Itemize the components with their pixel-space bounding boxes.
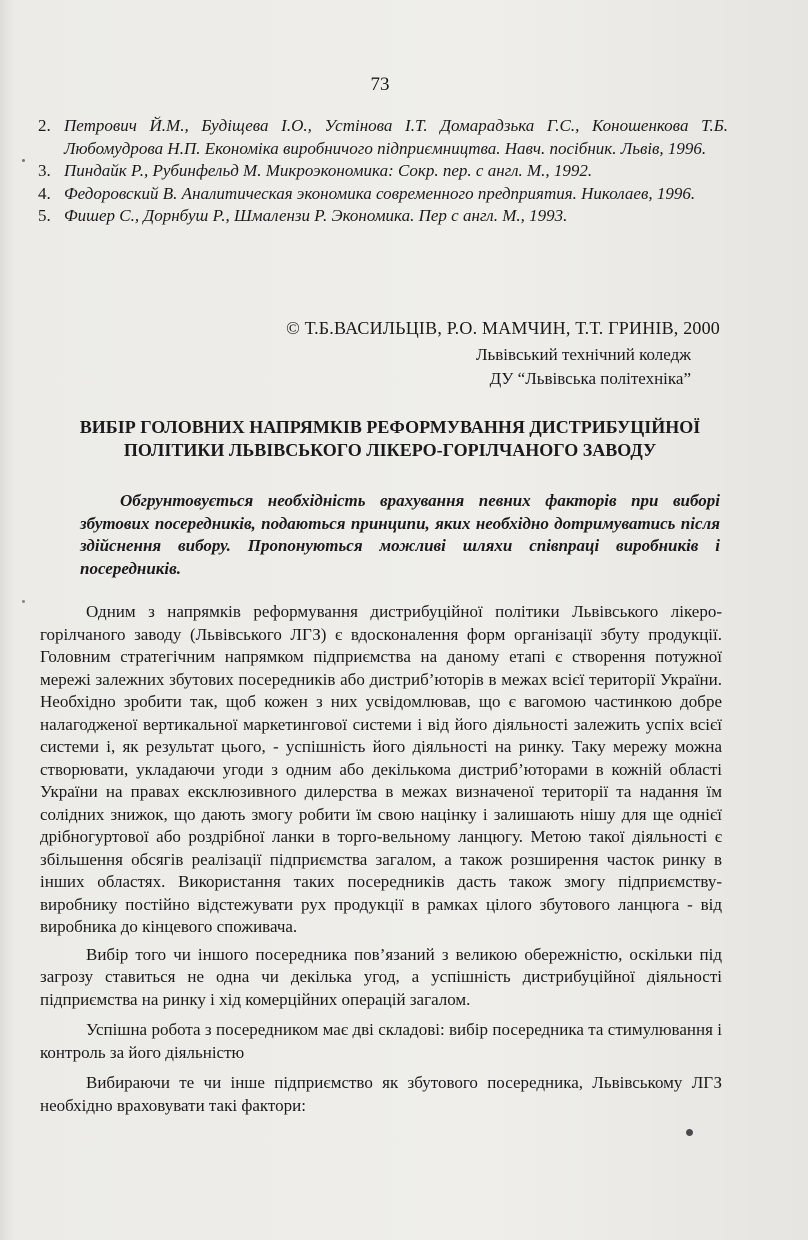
copyright-authors: © Т.Б.ВАСИЛЬЦІВ, Р.О. МАМЧИН, Т.Т. ГРИНІВ, 2000 — [286, 318, 720, 338]
reference-item — [38, 183, 728, 206]
body-paragraph: Вибір того чи іншого посередника пов’язаний з великою обережністю, оскільки під загрозу ставиться не одна чи декілька угод, а успішність дистрибуційної діяльності підприємства на ринку і хід комерційних операцій загалом. — [40, 944, 722, 1009]
page-number: 73 — [370, 74, 390, 95]
article-title-line: ПОЛІТИКИ ЛЬВІВСЬКОГО ЛІКЕРО-ГОРІЛЧАНОГО ЗАВОДУ — [123, 440, 657, 460]
reference-item — [38, 160, 728, 183]
ink-dot — [22, 600, 25, 603]
body-paragraph: Успішна робота з посередником має дві складові: вибір посередника та стимулювання і контроль за його діяльністю — [40, 1020, 722, 1062]
ink-dot — [686, 1129, 693, 1136]
reference-text: Пиндайк Р., Рубинфельд М. Микроэкономика: Сокр. пер. с англ. М., 1992. — [64, 161, 593, 180]
reference-item — [38, 205, 728, 228]
abstract-text: Обгрунтовується необхідність врахування певних факторів при виборі збутових посередників, подаються принципи, яких необхідно дотримуватись після здійснення вибору. Пропонуються можливі шляхи співпраці виробників і посередників. — [80, 491, 720, 578]
reference-number: 2. — [38, 116, 51, 135]
reference-number: 4. — [38, 183, 51, 203]
affiliation-college: Львівський технічний коледж — [476, 345, 691, 364]
reference-item — [38, 115, 728, 160]
abstract — [80, 490, 720, 580]
affiliation-university: ДУ “Львівська політехніка” — [489, 369, 691, 388]
reference-text: Федоровский В. Аналитическая экономика современного предприятия. Николаев, 1996. — [64, 183, 696, 203]
reference-text: Фишер С., Дорнбуш Р., Шмалензи Р. Экономика. Пер с англ. М., 1993. — [64, 206, 568, 225]
article-body — [40, 601, 722, 1125]
body-paragraph: Одним з напрямків реформування дистрибуційної політики Львівського лікеро-горілчаного заводу (Львівського ЛГЗ) є вдосконалення форм організації збуту продукції. Головним стратегічним напрямком підприємства на даному етапі є створення потужної мережі залежних збутових посередників або дистриб’юторів в межах всієї території України. Необхідно зробити так, щоб кожен з них усвідомлював, що є вагомою частинкою добре налагодженої вертикальної маркетингової системи і від його діяльності залежить успіх всієї системи і, як результат цього, - успішність його діяльності на ринку. Таку мережу можна створювати, укладаючи угоди з одним або декількома дистриб’юторами в кожній області України на правах ексклюзивного дилерства в межах визначеної території та надання їм солідних знижок, що дають змогу робити їм свою націнку і залишають нішу для ще однієї дрібногуртової або роздрібної ланки в торго-вельному ланцюгу. Метою такої діяльності є збільшення обсягів реалізації підприємства загалом, а також розширення часток ринку в інших областях. Використання таких посередників дасть також змогу підприємству-виробнику постійно відстежувати рух продукції в рамках цілого збутового ланцюга - від виробника до кінцевого споживача. — [40, 602, 722, 936]
reference-number: 3. — [38, 161, 51, 180]
body-paragraph: Вибираючи те чи інше підприємство як збутового посередника, Львівському ЛГЗ необхідно враховувати такі фактори: — [40, 1073, 722, 1115]
reference-list — [38, 115, 728, 228]
reference-text: Петрович Й.М., Будіщева І.О., Устінова І.Т. Домарадзька Г.С., Коношенкова Т.Б. Любомудрова Н.П. Економіка виробничого підприємництва. Навч. посібник. Львів, 1996. — [64, 116, 728, 158]
ink-dot — [22, 159, 25, 162]
reference-number: 5. — [38, 206, 51, 225]
article-title — [40, 416, 740, 462]
article-title-line: ВИБІР ГОЛОВНИХ НАПРЯМКІВ РЕФОРМУВАННЯ ДИСТРИБУЦІЙНОЇ — [79, 417, 701, 437]
